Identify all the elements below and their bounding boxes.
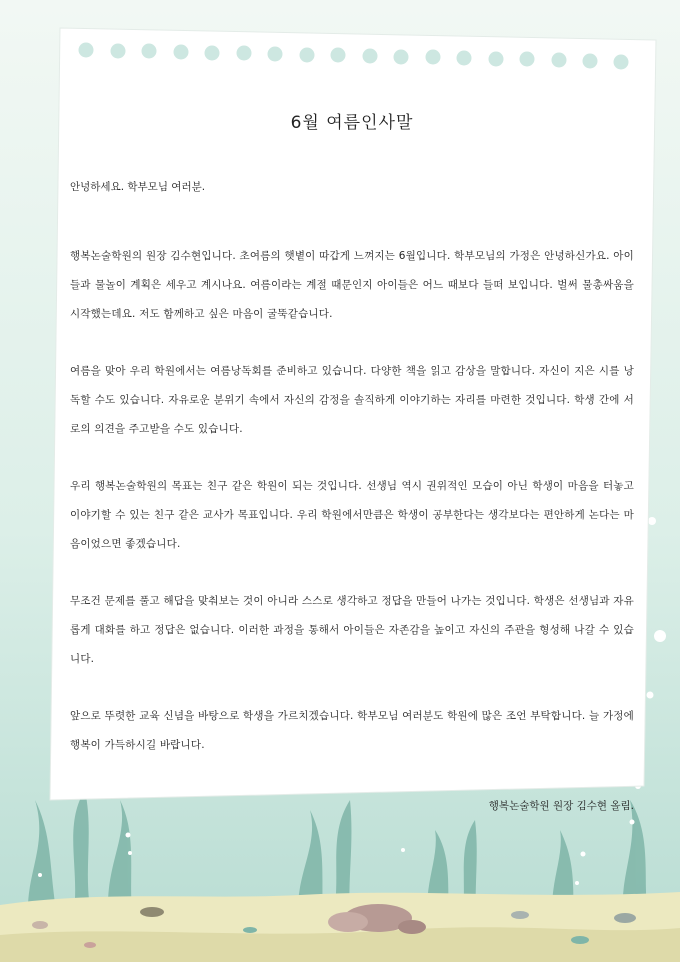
letter-paper	[46, 26, 658, 812]
letter-content	[70, 108, 634, 824]
letter-paragraph-3: 우리 행복논술학원의 목표는 친구 같은 학원이 되는 것입니다. 선생님 역시 권위적인 모습이 아닌 학생이 마음을 터놓고 이야기할 수 있는 친구 같은 교사가 목표입니다. 우리 학원에서만큼은 학생이 공부한다는 생각보다는 편안하게 논다는 마음이었으면 좋겠습니다.	[70, 480, 634, 550]
letter-paragraph-5: 앞으로 뚜렷한 교육 신념을 바탕으로 학생을 가르치겠습니다. 학부모님 여러분도 학원에 많은 조언 부탁합니다. 늘 가정에 행복이 가득하시길 바랍니다.	[70, 710, 634, 751]
letter-paragraph-4: 무조건 문제를 풀고 해답을 맞춰보는 것이 아니라 스스로 생각하고 정답을 만들어 나가는 것입니다. 학생은 선생님과 자유롭게 대화를 하고 정답은 없습니다. 이러한 과정을 통해서 아이들은 자존감을 높이고 자신의 주관을 형성해 나갈 수 있습니다.	[70, 595, 634, 665]
letter-greeting: 안녕하세요. 학부모님 여러분.	[70, 181, 206, 193]
letter-paragraph-2: 여름을 맞아 우리 학원에서는 여름낭독회를 준비하고 있습니다. 다양한 책을 읽고 감상을 말합니다. 자신이 지은 시를 낭독할 수도 있습니다. 자유로운 분위기 속에서 자신의 감정을 솔직하게 이야기하는 자리를 마련한 것입니다. 학생 간에 서로의 의견을 주고받을 수도 있습니다.	[70, 365, 634, 435]
letter-signature: 행복논술학원 원장 김수현 올림.	[488, 800, 634, 812]
letter-paragraph-1: 행복논술학원의 원장 김수현입니다. 초여름의 햇볕이 따갑게 느껴지는 6월입니다. 학부모님의 가정은 안녕하신가요. 아이들과 물놀이 계획은 세우고 계시나요. 여름이라는 계절 때문인지 아이들은 어느 때보다 들떠 보입니다. 벌써 물총싸움을 시작했는데요. 저도 함께하고 싶은 마음이 굴뚝같습니다.	[70, 250, 634, 320]
sand-floor	[0, 892, 680, 962]
letter-title: 6월 여름인사말	[290, 113, 414, 133]
